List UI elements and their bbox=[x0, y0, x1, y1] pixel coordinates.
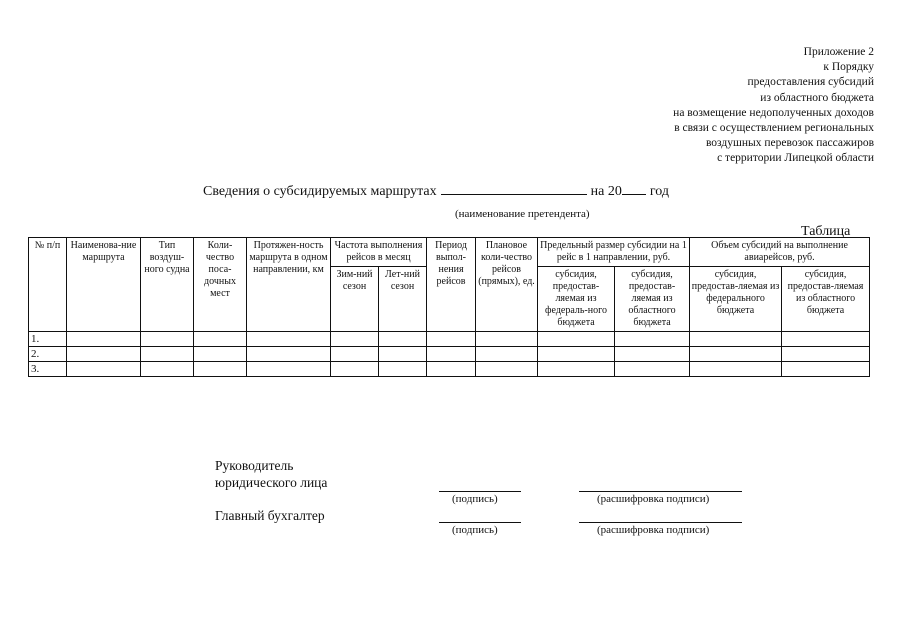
table-cell[interactable] bbox=[615, 332, 690, 347]
table-cell[interactable] bbox=[782, 362, 870, 377]
table-cell[interactable] bbox=[538, 332, 615, 347]
table-cell[interactable] bbox=[690, 362, 782, 377]
table-cell[interactable] bbox=[141, 362, 194, 377]
document-title bbox=[203, 183, 669, 200]
header-vol-reg: субсидия, предостав-ляемая из областного бюджета bbox=[782, 267, 870, 332]
table-cell[interactable] bbox=[782, 347, 870, 362]
table-cell[interactable] bbox=[331, 347, 379, 362]
header-vol-fed: субсидия, предостав-ляемая из федерального бюджета bbox=[690, 267, 782, 332]
accountant-decode-caption: (расшифровка подписи) bbox=[597, 524, 710, 536]
table-cell[interactable] bbox=[615, 362, 690, 377]
appendix-line: Приложение 2 bbox=[803, 46, 874, 58]
table-cell[interactable] bbox=[476, 347, 538, 362]
header-max-fed: субсидия, предостав-ляемая из федераль-ного бюджета bbox=[538, 267, 615, 332]
header-aircraft: Тип воздуш-ного судна bbox=[141, 238, 194, 332]
header-max-reg: субсидия, предостав-ляемая из областного бюджета bbox=[615, 267, 690, 332]
appendix-line: из областного бюджета bbox=[760, 91, 874, 104]
table-cell[interactable] bbox=[141, 347, 194, 362]
accountant-decode-line[interactable] bbox=[579, 522, 742, 523]
head-label-line-2: юридического лица bbox=[215, 475, 328, 490]
header-period: Период выпол-нения рейсов bbox=[427, 238, 476, 332]
table-cell[interactable] bbox=[427, 362, 476, 377]
table-cell[interactable] bbox=[247, 347, 331, 362]
header-num: № п/п bbox=[29, 238, 67, 332]
header-volume: Объем субсидий на выполнение авиарейсов, руб. bbox=[690, 238, 870, 267]
header-planned: Плановое коли-чество рейсов (прямых), ед. bbox=[476, 238, 538, 332]
header-frequency: Частота выполнения рейсов в месяц bbox=[331, 238, 427, 267]
appendix-line: воздушных перевозок пассажиров bbox=[705, 137, 874, 150]
accountant-signature-caption: (подпись) bbox=[452, 524, 498, 536]
row-num: 1. bbox=[29, 332, 67, 347]
head-signature-line[interactable] bbox=[439, 491, 521, 492]
table-cell[interactable] bbox=[331, 362, 379, 377]
table-cell[interactable] bbox=[379, 362, 427, 377]
table-cell[interactable] bbox=[615, 347, 690, 362]
applicant-caption: (наименование претендента) bbox=[455, 208, 590, 220]
table-cell[interactable] bbox=[427, 347, 476, 362]
table-cell[interactable] bbox=[538, 347, 615, 362]
table-row bbox=[29, 362, 870, 377]
table-row bbox=[29, 332, 870, 347]
head-label-line-1: Руководитель bbox=[215, 458, 294, 473]
table-cell[interactable] bbox=[331, 332, 379, 347]
table-cell[interactable] bbox=[141, 332, 194, 347]
title-text: Сведения о субсидируемых маршрутах bbox=[203, 184, 437, 199]
appendix-line: к Порядку bbox=[823, 61, 874, 74]
appendix-line: в связи с осуществлением региональных bbox=[674, 122, 874, 135]
year-blank[interactable] bbox=[622, 183, 646, 195]
header-length: Протяжен-ность маршрута в одном направлении, км bbox=[247, 238, 331, 332]
applicant-blank[interactable] bbox=[441, 183, 587, 195]
title-year-suffix: год bbox=[649, 184, 669, 199]
routes-table bbox=[28, 237, 870, 377]
header-row bbox=[29, 238, 870, 267]
table-cell[interactable] bbox=[690, 332, 782, 347]
table-cell[interactable] bbox=[379, 347, 427, 362]
table-cell[interactable] bbox=[67, 332, 141, 347]
table-cell[interactable] bbox=[379, 332, 427, 347]
table-row bbox=[29, 347, 870, 362]
table-cell[interactable] bbox=[194, 362, 247, 377]
header-winter: Зим-ний сезон bbox=[331, 267, 379, 332]
table-caption: Таблица bbox=[801, 224, 851, 239]
head-signature-caption: (подпись) bbox=[452, 493, 498, 505]
appendix-header bbox=[673, 45, 874, 167]
table-cell[interactable] bbox=[690, 347, 782, 362]
head-decode-caption: (расшифровка подписи) bbox=[597, 493, 710, 505]
table-cell[interactable] bbox=[194, 332, 247, 347]
table-cell[interactable] bbox=[247, 332, 331, 347]
accountant-label: Главный бухгалтер bbox=[215, 508, 325, 523]
table-cell[interactable] bbox=[782, 332, 870, 347]
header-summer: Лет-ний сезон bbox=[379, 267, 427, 332]
table-cell[interactable] bbox=[194, 347, 247, 362]
row-num: 2. bbox=[29, 347, 67, 362]
header-max-subsidy: Предельный размер субсидии на 1 рейс в 1 направлении, руб. bbox=[538, 238, 690, 267]
table-cell[interactable] bbox=[67, 347, 141, 362]
table-cell[interactable] bbox=[538, 362, 615, 377]
row-num: 3. bbox=[29, 362, 67, 377]
header-name: Наименова-ние маршрута bbox=[67, 238, 141, 332]
appendix-line: с территории Липецкой области bbox=[717, 152, 874, 165]
appendix-line: на возмещение недополученных доходов bbox=[673, 106, 874, 119]
title-year-prefix: на 20 bbox=[590, 184, 622, 199]
table-cell[interactable] bbox=[476, 332, 538, 347]
accountant-signature-line[interactable] bbox=[439, 522, 521, 523]
head-decode-line[interactable] bbox=[579, 491, 742, 492]
table-cell[interactable] bbox=[427, 332, 476, 347]
table-cell[interactable] bbox=[476, 362, 538, 377]
table-cell[interactable] bbox=[67, 362, 141, 377]
appendix-line: предоставления субсидий bbox=[747, 76, 874, 89]
header-seats: Коли-чество поса-дочных мест bbox=[194, 238, 247, 332]
table-cell[interactable] bbox=[247, 362, 331, 377]
